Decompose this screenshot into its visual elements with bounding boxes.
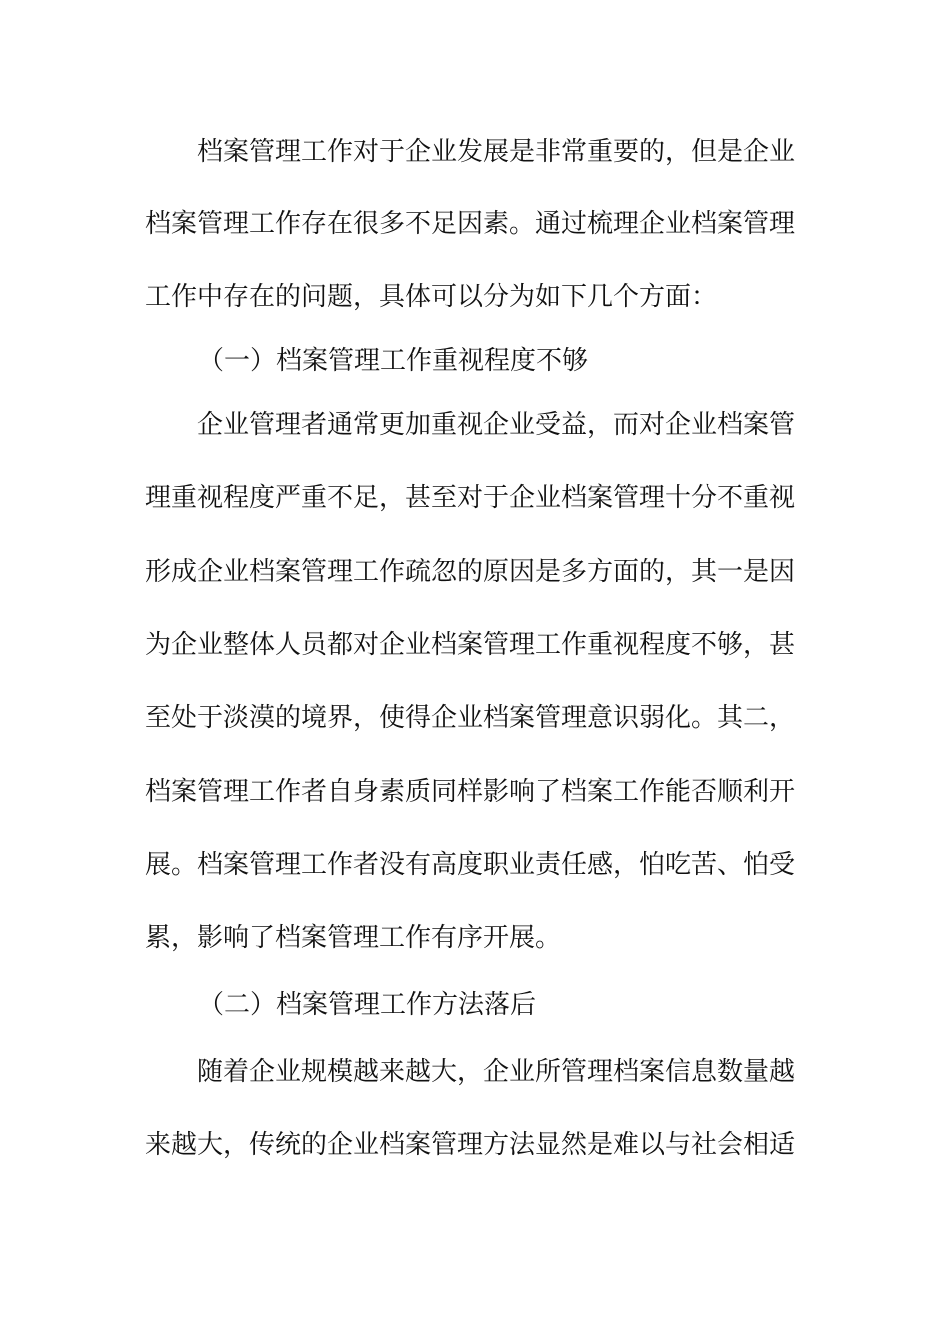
paragraph-2-line-8: 累，影响了档案管理工作有序开展。 [145,923,562,953]
paragraph-2-line-7: 展。档案管理工作者没有高度职业责任感，怕吃苦、怕受 [145,850,796,880]
paragraph-2-line-1: 企业管理者通常更加重视企业受益，而对企业档案管 [145,410,796,440]
paragraph-2-line-2: 理重视程度严重不足，甚至对于企业档案管理十分不重视 [145,483,796,513]
paragraph-1-line-1: 档案管理工作对于企业发展是非常重要的，但是企业 [145,137,796,167]
paragraph-2-line-4: 为企业整体人员都对企业档案管理工作重视程度不够，甚 [145,630,796,660]
paragraph-2-line-6: 档案管理工作者自身素质同样影响了档案工作能否顺利开 [145,777,796,807]
section-heading-1: （一）档案管理工作重视程度不够 [198,346,589,376]
paragraph-1-line-2: 档案管理工作存在很多不足因素。通过梳理企业档案管理 [145,209,796,239]
section-heading-2: （二）档案管理工作方法落后 [198,990,537,1020]
paragraph-2-line-3: 形成企业档案管理工作疏忽的原因是多方面的，其一是因 [145,557,796,587]
paragraph-2-line-5: 至处于淡漠的境界，使得企业档案管理意识弱化。其二， [145,703,796,733]
paragraph-3-line-2: 来越大，传统的企业档案管理方法显然是难以与社会相适 [145,1130,796,1160]
paragraph-3-line-1: 随着企业规模越来越大，企业所管理档案信息数量越 [145,1057,796,1087]
paragraph-1-line-3: 工作中存在的问题，具体可以分为如下几个方面： [145,282,718,312]
